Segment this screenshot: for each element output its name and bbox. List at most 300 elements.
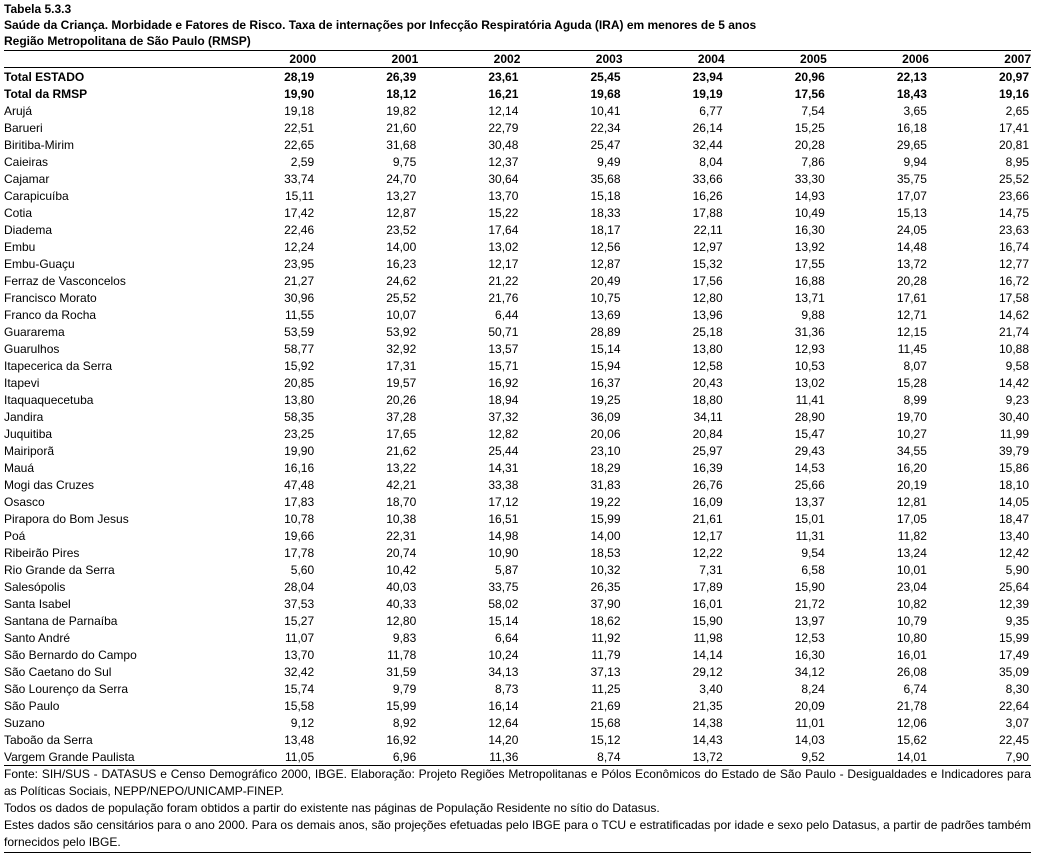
value-cell: 23,63 — [998, 222, 1029, 237]
value-cell: 13,24 — [896, 545, 927, 560]
value-cell: 12,53 — [794, 630, 825, 645]
value-cell: 13,02 — [488, 239, 519, 254]
value-cell: 16,20 — [896, 460, 927, 475]
value-cell: 15,99 — [590, 511, 621, 526]
municipality-cell: Embu — [4, 239, 36, 254]
value-cell: 15,47 — [794, 426, 825, 441]
municipality-cell: Ferraz de Vasconcelos — [4, 273, 126, 288]
municipality-cell: Vargem Grande Paulista — [4, 748, 214, 766]
value-cell: 9,52 — [725, 748, 827, 766]
value-cell: 31,36 — [794, 324, 825, 339]
value-cell: 37,32 — [488, 409, 519, 424]
municipality-cell: Ribeirão Pires — [4, 545, 80, 560]
value-cell: 17,41 — [998, 120, 1029, 135]
value-cell: 18,10 — [998, 477, 1029, 492]
value-cell: 12,93 — [794, 341, 825, 356]
value-cell: 15,01 — [794, 511, 825, 526]
table-row — [4, 697, 1031, 714]
table-subtitle: Região Metropolitana de São Paulo (RMSP) — [4, 34, 251, 48]
value-cell: 21,76 — [488, 290, 519, 305]
value-cell: 10,42 — [386, 562, 417, 577]
table-row — [4, 425, 1031, 442]
value-cell: 6,64 — [495, 630, 519, 645]
value-cell: 26,08 — [896, 664, 927, 679]
municipality-cell: Itapevi — [4, 375, 40, 390]
value-cell: 39,79 — [998, 443, 1029, 458]
value-cell: 33,30 — [794, 171, 825, 186]
notes — [4, 766, 1031, 851]
value-cell: 12,24 — [284, 239, 315, 254]
value-cell: 14,00 — [386, 239, 417, 254]
value-cell: 11,41 — [795, 392, 825, 407]
table-row — [4, 493, 1031, 510]
municipality-cell: Mauá — [4, 460, 35, 475]
table-row — [4, 408, 1031, 425]
value-cell: 7,86 — [801, 154, 825, 169]
value-cell: 10,90 — [488, 545, 519, 560]
value-cell: 16,39 — [692, 460, 723, 475]
value-cell: 25,52 — [998, 171, 1029, 186]
value-cell: 15,14 — [488, 613, 519, 628]
value-cell: 12,82 — [488, 426, 519, 441]
table-row — [4, 357, 1031, 374]
value-cell: 23,52 — [386, 222, 417, 237]
value-cell: 18,17 — [590, 222, 621, 237]
value-cell: 34,11 — [693, 409, 723, 424]
value-cell: 13,71 — [794, 290, 825, 305]
value-cell: 17,64 — [488, 222, 519, 237]
value-cell: 11,99 — [999, 426, 1029, 441]
value-cell: 13,92 — [794, 239, 825, 254]
value-cell: 11,98 — [693, 630, 723, 645]
table-row — [4, 238, 1031, 255]
table-row — [4, 102, 1031, 119]
value-cell: 10,79 — [896, 613, 927, 628]
value-cell: 16,37 — [590, 375, 621, 390]
table-body — [4, 68, 1031, 766]
value-cell: 37,90 — [590, 596, 621, 611]
value-cell: 19,82 — [386, 103, 417, 118]
value-cell: 10,80 — [896, 630, 927, 645]
value-cell: 11,45 — [897, 341, 927, 356]
table-row — [4, 663, 1031, 680]
value-cell: 37,53 — [284, 596, 315, 611]
value-cell: 14,14 — [692, 647, 723, 662]
value-cell: 17,55 — [794, 256, 825, 271]
value-cell: 29,12 — [692, 664, 723, 679]
population-note: Todos os dados de população foram obtidos a partir do existente nas páginas de População Residente no sítio do Datasus. — [4, 801, 660, 815]
value-cell: 8,74 — [520, 748, 622, 766]
value-cell: 21,27 — [284, 273, 315, 288]
value-cell: 15,14 — [590, 341, 621, 356]
header-cell — [4, 51, 214, 68]
value-cell: 16,92 — [386, 732, 417, 747]
value-cell: 32,44 — [692, 137, 723, 152]
municipality-cell: Carapicuíba — [4, 188, 69, 203]
value-cell: 15,11 — [284, 188, 315, 203]
value-cell: 8,30 — [1005, 681, 1029, 696]
municipality-cell: Santana de Parnaíba — [4, 613, 118, 628]
value-cell: 25,97 — [692, 443, 723, 458]
value-cell: 12,80 — [692, 290, 723, 305]
data-table — [4, 50, 1031, 766]
value-cell: 22,46 — [284, 222, 315, 237]
table-row — [4, 646, 1031, 663]
value-cell: 16,26 — [692, 188, 723, 203]
value-cell: 12,80 — [386, 613, 417, 628]
value-cell: 15,86 — [998, 460, 1029, 475]
table-row — [4, 374, 1031, 391]
value-cell: 25,44 — [488, 443, 519, 458]
value-cell: 26,14 — [692, 120, 723, 135]
municipality-cell: Embu-Guaçu — [4, 256, 75, 271]
value-cell: 13,40 — [998, 528, 1029, 543]
municipality-cell: Juquitiba — [4, 426, 53, 441]
value-cell: 17,56 — [692, 273, 723, 288]
value-cell: 32,42 — [284, 664, 315, 679]
value-cell: 14,42 — [998, 375, 1029, 390]
municipality-cell: Rio Grande da Serra — [4, 562, 115, 577]
value-cell: 16,01 — [692, 596, 723, 611]
value-cell: 26,39 — [386, 69, 417, 84]
value-cell: 35,75 — [896, 171, 927, 186]
value-cell: 15,58 — [284, 698, 315, 713]
value-cell: 19,57 — [386, 375, 417, 390]
value-cell: 58,77 — [284, 341, 315, 356]
value-cell: 14,43 — [692, 732, 723, 747]
value-cell: 19,16 — [998, 86, 1029, 101]
table-row — [4, 119, 1031, 136]
municipality-cell: Biritiba-Mirim — [4, 137, 74, 152]
value-cell: 22,45 — [998, 732, 1029, 747]
value-cell: 17,58 — [998, 290, 1029, 305]
value-cell: 23,25 — [284, 426, 315, 441]
value-cell: 16,74 — [998, 239, 1029, 254]
value-cell: 17,88 — [692, 205, 723, 220]
value-cell: 5,87 — [495, 562, 519, 577]
value-cell: 19,18 — [284, 103, 315, 118]
header-cell: 2000 — [214, 51, 316, 68]
value-cell: 9,54 — [801, 545, 825, 560]
value-cell: 12,64 — [488, 715, 519, 730]
value-cell: 6,44 — [495, 307, 519, 322]
value-cell: 23,61 — [488, 69, 519, 84]
value-cell: 26,76 — [692, 477, 723, 492]
value-cell: 13,97 — [794, 613, 825, 628]
value-cell: 36,09 — [590, 409, 621, 424]
value-cell: 12,17 — [488, 256, 519, 271]
value-cell: 30,96 — [284, 290, 315, 305]
value-cell: 14,20 — [488, 732, 519, 747]
value-cell: 28,19 — [284, 69, 315, 84]
value-cell: 17,83 — [284, 494, 315, 509]
value-cell: 31,59 — [386, 664, 417, 679]
value-cell: 17,49 — [998, 647, 1029, 662]
header-row — [4, 51, 1031, 68]
value-cell: 8,95 — [1005, 154, 1029, 169]
value-cell: 13,70 — [284, 647, 315, 662]
value-cell: 9,79 — [392, 681, 417, 696]
header-cell: 2002 — [418, 51, 520, 68]
value-cell: 14,03 — [794, 732, 825, 747]
value-cell: 30,40 — [998, 409, 1029, 424]
municipality-cell: Diadema — [4, 222, 53, 237]
value-cell: 13,22 — [386, 460, 417, 475]
value-cell: 15,18 — [590, 188, 621, 203]
table-row — [4, 731, 1031, 748]
value-cell: 24,70 — [386, 171, 417, 186]
value-cell: 25,64 — [998, 579, 1029, 594]
value-cell: 17,89 — [692, 579, 723, 594]
value-cell: 58,35 — [284, 409, 315, 424]
municipality-cell: Total da RMSP — [4, 86, 88, 101]
value-cell: 17,12 — [488, 494, 519, 509]
header-cell: 2001 — [316, 51, 418, 68]
municipality-cell: Itaquaquecetuba — [4, 392, 94, 407]
value-cell: 14,98 — [488, 528, 519, 543]
value-cell: 17,78 — [284, 545, 315, 560]
value-cell: 21,35 — [692, 698, 723, 713]
value-cell: 22,79 — [488, 120, 519, 135]
municipality-cell: Santa Isabel — [4, 596, 71, 611]
value-cell: 24,05 — [896, 222, 927, 237]
value-cell: 18,29 — [590, 460, 621, 475]
value-cell: 47,48 — [284, 477, 315, 492]
value-cell: 15,13 — [896, 205, 927, 220]
value-cell: 13,69 — [590, 307, 621, 322]
value-cell: 25,47 — [590, 137, 621, 152]
table-row — [4, 680, 1031, 697]
municipality-cell: Pirapora do Bom Jesus — [4, 511, 129, 526]
value-cell: 25,52 — [386, 290, 417, 305]
value-cell: 12,77 — [998, 256, 1029, 271]
value-cell: 14,93 — [794, 188, 825, 203]
table-row — [4, 306, 1031, 323]
value-cell: 12,22 — [692, 545, 723, 560]
value-cell: 24,62 — [386, 273, 417, 288]
value-cell: 16,72 — [998, 273, 1029, 288]
municipality-cell: São Caetano do Sul — [4, 664, 112, 679]
value-cell: 20,19 — [896, 477, 927, 492]
value-cell: 15,68 — [590, 715, 621, 730]
value-cell: 37,13 — [590, 664, 621, 679]
value-cell: 23,95 — [284, 256, 315, 271]
value-cell: 33,38 — [488, 477, 519, 492]
value-cell: 34,12 — [794, 664, 825, 679]
value-cell: 21,62 — [386, 443, 417, 458]
summary-row — [4, 85, 1031, 102]
value-cell: 17,65 — [386, 426, 417, 441]
value-cell: 20,74 — [386, 545, 417, 560]
value-cell: 12,42 — [998, 545, 1029, 560]
value-cell: 12,37 — [488, 154, 519, 169]
municipality-cell: Franco da Rocha — [4, 307, 97, 322]
value-cell: 9,49 — [597, 154, 621, 169]
value-cell: 9,35 — [1005, 613, 1029, 628]
value-cell: 14,75 — [998, 205, 1029, 220]
header-cell: 2006 — [827, 51, 929, 68]
value-cell: 10,01 — [896, 562, 927, 577]
value-cell: 15,32 — [692, 256, 723, 271]
value-cell: 16,16 — [284, 460, 315, 475]
value-cell: 16,92 — [488, 375, 519, 390]
municipality-cell: São Bernardo do Campo — [4, 647, 137, 662]
value-cell: 5,60 — [290, 562, 315, 577]
municipality-cell: Salesópolis — [4, 579, 66, 594]
value-cell: 16,21 — [488, 86, 519, 101]
value-cell: 9,75 — [392, 154, 417, 169]
municipality-cell: Cotia — [4, 205, 33, 220]
value-cell: 15,27 — [284, 613, 315, 628]
value-cell: 16,88 — [794, 273, 825, 288]
value-cell: 15,62 — [896, 732, 927, 747]
value-cell: 30,48 — [488, 137, 519, 152]
value-cell: 23,04 — [896, 579, 927, 594]
value-cell: 14,05 — [998, 494, 1029, 509]
table-row — [4, 289, 1031, 306]
table-row — [4, 748, 1031, 766]
value-cell: 22,31 — [386, 528, 417, 543]
value-cell: 5,90 — [1005, 562, 1029, 577]
value-cell: 16,01 — [896, 647, 927, 662]
value-cell: 3,07 — [1005, 715, 1029, 730]
value-cell: 23,66 — [998, 188, 1029, 203]
source-note: Fonte: SIH/SUS - DATASUS e Censo Demográfico 2000, IBGE. Elaboração: Projeto Regiões Metropolitanas e Pólos Econômicos do Estado de São Paulo - Desigualdades e Indicadores para as Políticas Sociais, NEPP/NEPO/UNICAMP-FINEP. — [4, 767, 1031, 798]
value-cell: 25,45 — [590, 69, 621, 84]
value-cell: 14,31 — [488, 460, 519, 475]
value-cell: 7,90 — [929, 748, 1031, 766]
value-cell: 7,54 — [801, 103, 825, 118]
value-cell: 15,74 — [284, 681, 315, 696]
value-cell: 35,09 — [998, 664, 1029, 679]
value-cell: 9,12 — [290, 715, 315, 730]
value-cell: 13,70 — [488, 188, 519, 203]
value-cell: 21,74 — [998, 324, 1029, 339]
value-cell: 26,35 — [590, 579, 621, 594]
table-row — [4, 187, 1031, 204]
value-cell: 18,33 — [590, 205, 621, 220]
value-cell: 21,72 — [794, 596, 825, 611]
value-cell: 18,70 — [386, 494, 417, 509]
summary-row — [4, 68, 1031, 86]
value-cell: 19,66 — [284, 528, 315, 543]
value-cell: 18,53 — [590, 545, 621, 560]
value-cell: 19,68 — [590, 86, 621, 101]
value-cell: 15,99 — [386, 698, 417, 713]
value-cell: 20,43 — [692, 375, 723, 390]
value-cell: 11,31 — [795, 528, 825, 543]
value-cell: 16,30 — [794, 222, 825, 237]
value-cell: 42,21 — [386, 477, 417, 492]
municipality-cell: Santo André — [4, 630, 71, 645]
value-cell: 20,28 — [794, 137, 825, 152]
value-cell: 13,02 — [794, 375, 825, 390]
value-cell: 13,72 — [623, 748, 725, 766]
municipality-cell: Jandira — [4, 409, 44, 424]
value-cell: 10,49 — [794, 205, 825, 220]
municipality-cell: Itapecerica da Serra — [4, 358, 113, 373]
value-cell: 7,31 — [699, 562, 723, 577]
municipality-cell: Poá — [4, 528, 26, 543]
value-cell: 20,85 — [284, 375, 315, 390]
value-cell: 21,22 — [488, 273, 519, 288]
value-cell: 20,28 — [896, 273, 927, 288]
value-cell: 12,06 — [896, 715, 927, 730]
value-cell: 16,51 — [488, 511, 519, 526]
value-cell: 8,24 — [801, 681, 825, 696]
value-cell: 53,59 — [284, 324, 315, 339]
value-cell: 12,87 — [386, 205, 417, 220]
value-cell: 3,40 — [699, 681, 723, 696]
value-cell: 10,53 — [794, 358, 825, 373]
value-cell: 6,58 — [801, 562, 825, 577]
value-cell: 15,90 — [794, 579, 825, 594]
value-cell: 14,48 — [896, 239, 927, 254]
value-cell: 12,39 — [998, 596, 1029, 611]
value-cell: 40,03 — [386, 579, 417, 594]
value-cell: 21,78 — [896, 698, 927, 713]
value-cell: 13,80 — [692, 341, 723, 356]
municipality-cell: Mogi das Cruzes — [4, 477, 95, 492]
table-row — [4, 153, 1031, 170]
value-cell: 21,60 — [386, 120, 417, 135]
municipality-cell: Taboão da Serra — [4, 732, 93, 747]
value-cell: 12,17 — [692, 528, 723, 543]
value-cell: 12,15 — [896, 324, 927, 339]
value-cell: 20,06 — [590, 426, 621, 441]
value-cell: 11,25 — [591, 681, 621, 696]
municipality-cell: Mairiporã — [4, 443, 55, 458]
table-row — [4, 510, 1031, 527]
value-cell: 22,64 — [998, 698, 1029, 713]
value-cell: 50,71 — [488, 324, 519, 339]
table-row — [4, 476, 1031, 493]
value-cell: 8,07 — [903, 358, 927, 373]
table-label: Tabela 5.3.3 — [4, 2, 72, 16]
table-row — [4, 561, 1031, 578]
value-cell: 16,23 — [386, 256, 417, 271]
table-row — [4, 714, 1031, 731]
value-cell: 25,66 — [794, 477, 825, 492]
value-cell: 28,89 — [590, 324, 621, 339]
table-row — [4, 595, 1031, 612]
value-cell: 14,00 — [590, 528, 621, 543]
value-cell: 19,22 — [590, 494, 621, 509]
value-cell: 8,92 — [392, 715, 417, 730]
value-cell: 11,82 — [897, 528, 927, 543]
value-cell: 10,78 — [284, 511, 315, 526]
value-cell: 20,49 — [590, 273, 621, 288]
value-cell: 23,94 — [692, 69, 723, 84]
value-cell: 11,79 — [591, 647, 621, 662]
value-cell: 19,90 — [284, 443, 315, 458]
value-cell: 20,81 — [998, 137, 1029, 152]
value-cell: 10,24 — [488, 647, 519, 662]
value-cell: 22,34 — [590, 120, 621, 135]
value-cell: 31,68 — [386, 137, 417, 152]
value-cell: 13,80 — [284, 392, 315, 407]
value-cell: 17,56 — [794, 86, 825, 101]
value-cell: 17,42 — [284, 205, 315, 220]
value-cell: 18,94 — [488, 392, 519, 407]
value-cell: 9,88 — [801, 307, 825, 322]
value-cell: 23,10 — [590, 443, 621, 458]
value-cell: 22,65 — [284, 137, 315, 152]
table-row — [4, 136, 1031, 153]
value-cell: 34,55 — [896, 443, 927, 458]
value-cell: 11,78 — [387, 647, 417, 662]
value-cell: 10,07 — [386, 307, 417, 322]
